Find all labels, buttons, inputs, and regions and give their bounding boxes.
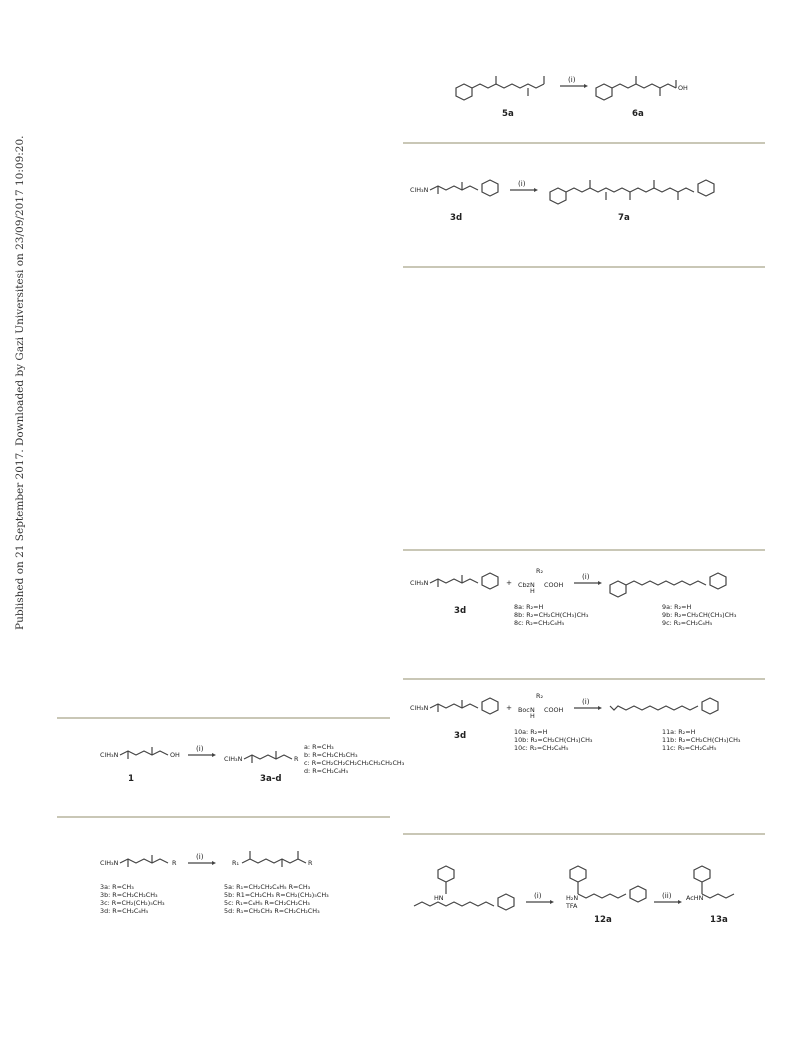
reagent-label: (i)	[196, 852, 204, 861]
amide-nh-label: HN	[434, 894, 444, 902]
plus-sign: +	[506, 703, 513, 712]
acid-label: COOH	[544, 706, 564, 714]
reagent-label: (i)	[582, 572, 590, 581]
reagent-10b: 10b: R₂=CH₂CH(CH₃)CH₃	[514, 736, 593, 744]
amine-salt-label: ClH₃N	[410, 704, 429, 712]
reagent-8c: 8c: R₂=CH₂C₆H₅	[514, 619, 565, 627]
compound-label-1: 1	[128, 774, 134, 784]
compound-label-3d: 3d	[454, 606, 467, 616]
compound-label-6a: 6a	[632, 109, 644, 119]
r-label-product: R	[308, 859, 313, 867]
product-5d: 5d: R₁=CH₂CH₃ R=CH₂CH₂CH₃	[224, 907, 320, 915]
product-11c: 11c: R₂=CH₂C₆H₅	[662, 744, 717, 752]
divider-7	[57, 816, 390, 818]
amine-salt-label-product: ClH₃N	[224, 755, 243, 763]
product-9c: 9c: R₂=CH₂C₆H₅	[662, 619, 713, 627]
product-9a: 9a: R₂=H	[662, 603, 692, 611]
scheme-3d-to-7a	[410, 172, 740, 228]
scheme-1-to-3a-d	[100, 737, 405, 797]
reagent-label: (i)	[568, 75, 576, 84]
divider-4	[403, 678, 765, 680]
compound-label-3d: 3d	[450, 213, 463, 223]
r2-label: R₂	[536, 567, 544, 575]
start-3d: 3d: R=CH₂C₆H₅	[100, 907, 149, 915]
protecting-group-label: Boc	[518, 706, 530, 714]
divider-1	[403, 142, 765, 144]
compound-label-13a: 13a	[710, 915, 728, 925]
divider-5	[403, 833, 765, 835]
acetamide-label: AcHN	[686, 894, 704, 902]
hydrogen-label: H	[530, 587, 535, 595]
r1-label: R₁	[232, 859, 240, 867]
start-3a: 3a: R=CH₃	[100, 883, 134, 891]
product-11b: 11b: R₂=CH₂CH(CH₃)CH₃	[662, 736, 741, 744]
reagent-label: (i)	[196, 744, 204, 753]
start-3c: 3c: R=CH₂(CH₂)₅CH₃	[100, 899, 165, 907]
nitrogen-label: N	[530, 706, 535, 714]
divider-6	[57, 717, 390, 719]
compound-label-7a: 7a	[618, 213, 630, 223]
scheme-5a-to-6a	[440, 60, 700, 120]
reagent-label: (i)	[582, 697, 590, 706]
download-notice	[4, 135, 26, 630]
product-5b: 5b: R1=CH₂CH₃ R=CH₂(CH₂)₅CH₃	[224, 891, 329, 899]
protecting-group-label: Cbz	[518, 581, 530, 589]
amine-salt-label: ClH₃N	[410, 186, 429, 194]
variant-b: b: R=CH₂CH₂CH₃	[304, 751, 358, 759]
compound-label-3d: 3d	[454, 731, 467, 741]
amine-salt-label: ClH₃N	[100, 751, 119, 759]
reagent-label-1: (i)	[534, 891, 542, 900]
product-9b: 9b: R₂=CH₂CH(CH₃)CH₃	[662, 611, 737, 619]
reagent-8b: 8b: R₂=CH₂CH(CH₃)CH₃	[514, 611, 589, 619]
scheme-3-to-5	[100, 845, 350, 935]
divider-3	[403, 549, 765, 551]
reagent-label-2: (ii)	[662, 891, 672, 900]
hydroxyl-label: OH	[678, 84, 688, 92]
r-label: R	[172, 859, 177, 867]
reagent-label: (i)	[518, 179, 526, 188]
tfa-salt-label: TFA	[566, 902, 578, 910]
acid-label: COOH	[544, 581, 564, 589]
plus-sign: +	[506, 578, 513, 587]
variant-c: c: R=CH₂CH₂CH₂CH₂CH₂CH₂CH₃	[304, 759, 405, 767]
amine-salt-label: ClH₃N	[410, 579, 429, 587]
compound-label-5a: 5a	[502, 109, 514, 119]
product-5c: 5c: R₁=C₆H₅ R=CH₂CH₂CH₃	[224, 899, 310, 907]
amine-salt-label: ClH₃N	[100, 859, 119, 867]
r2-label: R₂	[536, 692, 544, 700]
scheme-12a-13a	[410, 862, 740, 942]
hydroxyl-label: OH	[170, 751, 180, 759]
reagent-10a: 10a: R₂=H	[514, 728, 548, 736]
variant-a: a: R=CH₃	[304, 743, 334, 751]
product-11a: 11a: R₂=H	[662, 728, 696, 736]
compound-label-12a: 12a	[594, 915, 612, 925]
download-notice-text: Published on 21 September 2017. Downloaded by Gazi Universitesi on 23/09/2017 10:09:20.	[14, 135, 26, 630]
benzene-ring	[456, 84, 472, 100]
start-3b: 3b: R=CH₂CH₂CH₃	[100, 891, 158, 899]
reagent-10c: 10c: R₂=CH₂C₆H₅	[514, 744, 569, 752]
variant-d: d: R=CH₂C₆H₅	[304, 767, 349, 775]
compound-label-3a-d: 3a-d	[260, 774, 282, 784]
r-label: R	[294, 755, 299, 763]
hydrogen-label: H	[530, 712, 535, 720]
scheme-3d-to-9a-c	[410, 565, 740, 641]
nitrogen-label: N	[530, 581, 535, 589]
reagent-8a: 8a: R₂=H	[514, 603, 544, 611]
amine-label: H₂N	[566, 894, 579, 902]
divider-2	[403, 266, 765, 268]
scheme-3d-to-11a-c	[410, 690, 740, 766]
product-5a: 5a: R₁=CH₂CH₂C₆H₅ R=CH₃	[224, 883, 311, 891]
